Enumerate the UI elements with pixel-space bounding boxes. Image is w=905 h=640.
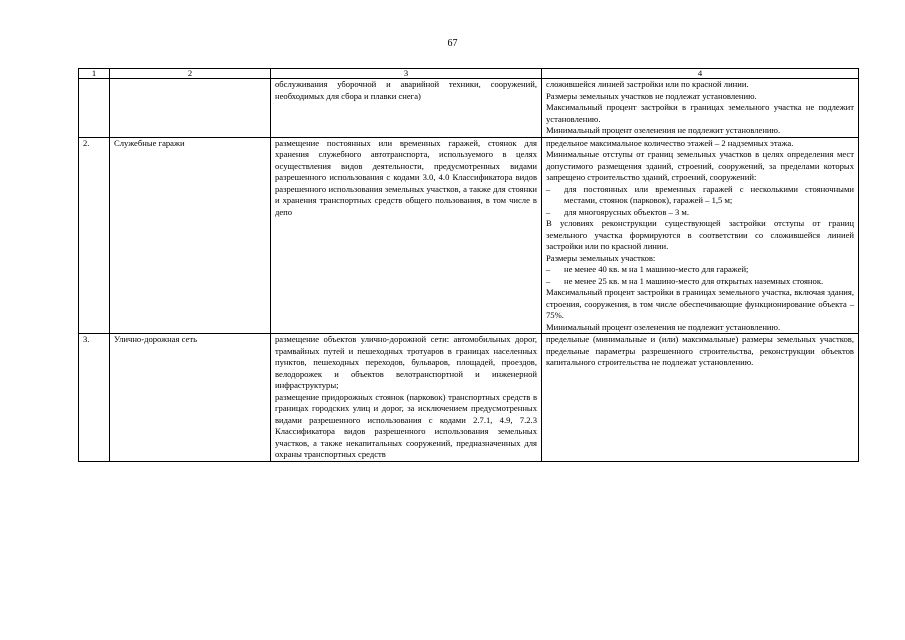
- parameter-paragraph: Минимальные отступы от границ земельных участков в целях определения мест допустимого размещения зданий, строений, сооружений, за пределами которых запрещено строительство зданий, строений, сооружений:: [546, 149, 854, 182]
- dash-marker: –: [546, 206, 551, 217]
- header-cell: 4: [542, 69, 859, 79]
- parameter-paragraph: Минимальный процент озеленения не подлежит установлению.: [546, 321, 781, 332]
- dash-marker: –: [546, 183, 551, 194]
- row-number: [79, 79, 110, 138]
- row-number: 3.: [79, 334, 110, 462]
- regulations-table: [78, 68, 859, 462]
- description-paragraph: размещение объектов улично-дорожной сети: автомобильных дорог, трамвайных путей и пешеходных тротуаров в границах населенных пунктов, пешеходных переходов, бульваров, площадей, проездов, велодорожек и объектов велотранспортной и инженерной инфраструктуры;: [275, 334, 537, 390]
- dash-marker: –: [546, 275, 551, 286]
- row-number: 2.: [79, 137, 110, 334]
- table-header-row: [79, 69, 859, 79]
- use-description: [271, 137, 542, 334]
- table-row: [79, 334, 859, 462]
- use-type-name: Служебные гаражи: [110, 137, 271, 334]
- dash-item-text: не менее 25 кв. м на 1 машино-место для открытых наземных стоянок.: [564, 275, 824, 286]
- use-parameters: [542, 137, 859, 334]
- use-parameters: [542, 79, 859, 138]
- parameter-paragraph: Размеры земельных участков не подлежат установлению.: [546, 90, 757, 101]
- parameter-paragraph: Максимальный процент застройки в границах земельного участка не подлежит установлению.: [546, 102, 854, 124]
- use-description: [271, 79, 542, 138]
- use-parameters: [542, 334, 859, 462]
- page-number: 67: [447, 38, 458, 49]
- parameter-paragraph: Размеры земельных участков:: [546, 252, 656, 263]
- header-cell: 2: [110, 69, 271, 79]
- dash-list-item: [546, 207, 854, 219]
- dash-list-item: [546, 184, 854, 207]
- use-type-name: Улично-дорожная сеть: [110, 334, 271, 462]
- dash-list-item: [546, 264, 854, 276]
- description-paragraph: обслуживания уборочной и аварийной техники, сооружений, необходимых для сбора и плавки снега): [275, 79, 537, 101]
- dash-item-text: для постоянных или временных гаражей с несколькими стояночными местами, стоянок (парковок), гаражей – 1,5 м;: [564, 183, 854, 205]
- use-type-name: [110, 79, 271, 138]
- description-paragraph: размещение постоянных или временных гаражей, стоянок для хранения служебного автотранспорта, используемого в целях осуществления видов деятельности, предусмотренных видами разрешенного использования с кодами 3.0, 4.0 Классификатора видов разрешенного использования земельных участков, а также для стоянки и хранения транспортных средств общего пользования, в том числе в депо: [275, 137, 537, 217]
- use-description: [271, 334, 542, 462]
- parameter-paragraph: сложившейся линией застройки или по красной линии.: [546, 79, 749, 89]
- dash-item-text: не менее 40 кв. м на 1 машино-место для гаражей;: [564, 264, 749, 274]
- header-cell: 1: [79, 69, 110, 79]
- table-row: [79, 79, 859, 138]
- parameter-paragraph: Минимальный процент озеленения не подлежит установлению.: [546, 125, 781, 135]
- parameter-paragraph: Максимальный процент застройки в границах земельного участка, включая здания, строения, сооружения, в том числе обеспечивающие функционирование объекта – 75%.: [546, 287, 854, 320]
- parameter-paragraph: В условиях реконструкции существующей застройки отступы от границ земельного участка формируются в соответствии со сложившейся линией застройки или по красной линии.: [546, 218, 854, 251]
- header-cell: 3: [271, 69, 542, 79]
- dash-item-text: для многоярусных объектов – 3 м.: [564, 206, 690, 217]
- dash-list-item: [546, 276, 854, 288]
- dash-marker: –: [546, 264, 551, 274]
- parameter-paragraph: предельные (минимальные и (или) максимальные) размеры земельных участков, предельные параметры разрешенного строительства, реконструкции объектов капитального строительства не подлежат установлению.: [546, 334, 854, 367]
- table-row: [79, 137, 859, 334]
- parameter-paragraph: предельное максимальное количество этажей – 2 надземных этажа.: [546, 137, 794, 148]
- description-paragraph: размещение придорожных стоянок (парковок) транспортных средств в границах городских улиц и дорог, за исключением предусмотренных видами разрешенного использования с кодами 2.7.1, 4.9, 7.2.3 Классификатора видов разрешенного использования земельных участков, а также некапитальных сооружений, предназначенных для охраны транспортных средств: [275, 391, 537, 459]
